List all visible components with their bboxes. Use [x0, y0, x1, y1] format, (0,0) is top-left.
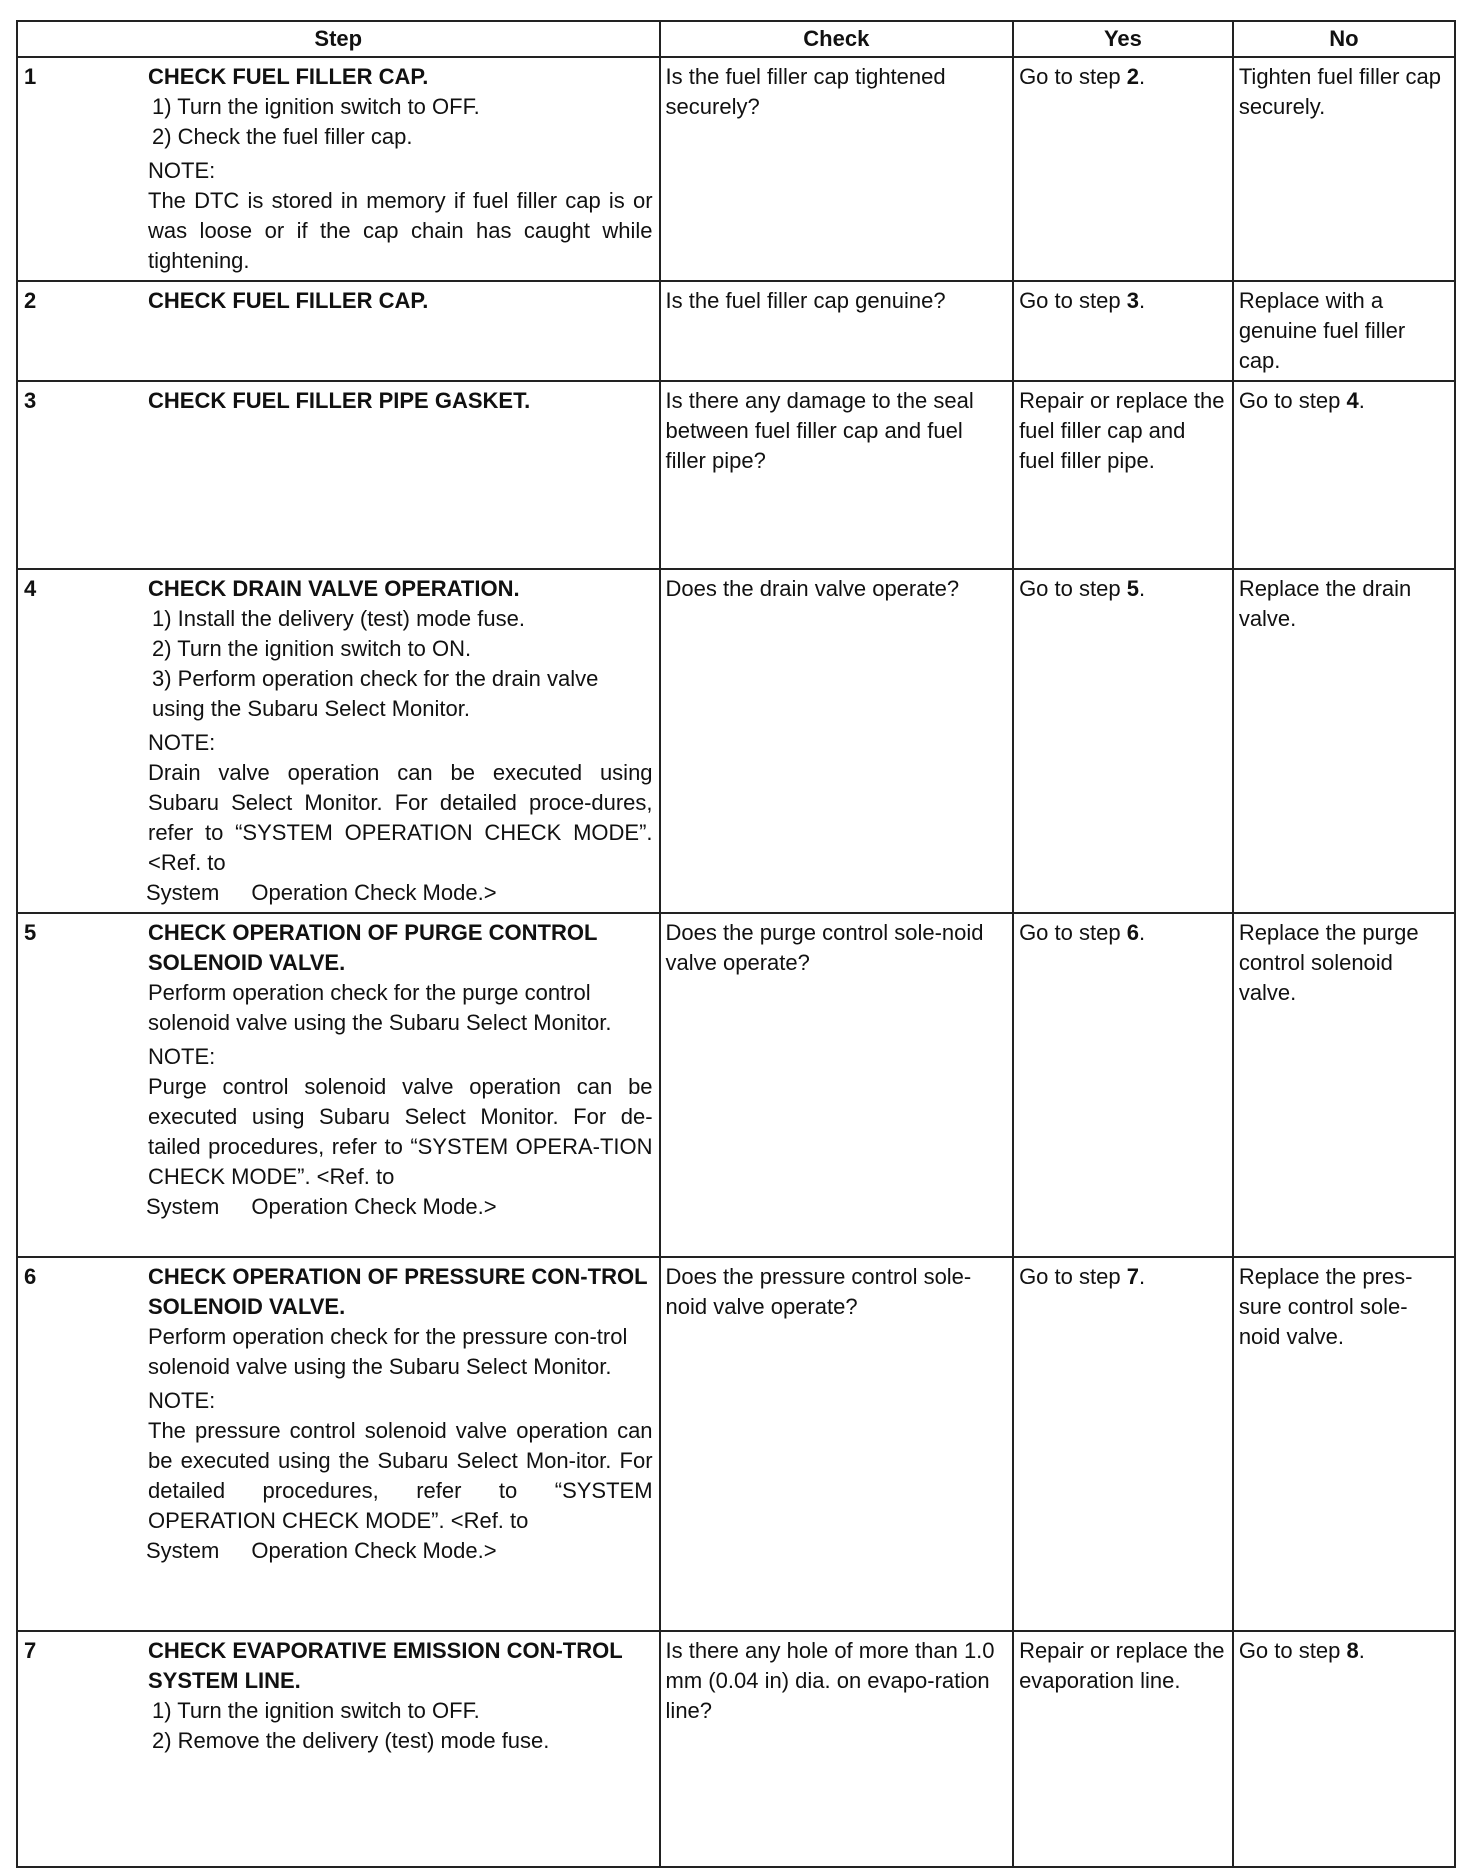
header-no: No: [1233, 21, 1455, 57]
check-cell: Does the purge control sole-noid valve operate?: [660, 913, 1014, 1257]
substep: 1) Turn the ignition switch to OFF.: [152, 94, 480, 119]
note-label: NOTE:: [148, 1044, 216, 1069]
step-number: 2: [24, 288, 37, 313]
step-cell: [17, 1631, 660, 1867]
substep: 2) Check the fuel filler cap.: [152, 124, 413, 149]
ref-mode: Operation Check Mode.>: [251, 1538, 497, 1563]
no-cell: Replace the purge control solenoid valve.: [1233, 913, 1455, 1257]
header-step: Step: [17, 21, 660, 57]
ref-mode: Operation Check Mode.>: [251, 1194, 497, 1219]
note-text: The pressure control solenoid valve operation can be executed using the Subaru Select Mon-itor. For detailed procedures, refer to “SYSTEM OPERATION CHECK MODE”. <Ref. to: [148, 1418, 653, 1533]
yes-suffix: .: [1138, 288, 1146, 313]
yes-suffix: .: [1138, 920, 1146, 945]
note-text: The DTC is stored in memory if fuel filler cap is or was loose or if the cap chain has caught while tightening.: [148, 188, 653, 273]
note-label: NOTE:: [148, 730, 216, 755]
yes-cell: Repair or replace the fuel filler cap and fuel filler pipe.: [1013, 381, 1233, 569]
step-number: 4: [24, 576, 37, 601]
yes-cell: [1013, 1257, 1233, 1631]
yes-suffix: .: [1138, 576, 1146, 601]
step-title: CHECK OPERATION OF PRESSURE CON-TROL SOLENOID VALVE.: [148, 1264, 648, 1319]
note-text: Drain valve operation can be executed using Subaru Select Monitor. For detailed proce-dures, refer to “SYSTEM OPERATION CHECK MODE”. <Ref. to: [148, 760, 653, 875]
check-cell: Is there any hole of more than 1.0 mm (0.04 in) dia. on evapo-ration line?: [660, 1631, 1014, 1867]
yes-step-ref: 3: [1126, 288, 1139, 313]
no-step-ref: 8: [1346, 1638, 1359, 1663]
substep: 1) Install the delivery (test) mode fuse.: [152, 606, 525, 631]
step-title: CHECK FUEL FILLER CAP.: [148, 288, 429, 313]
step-number: 5: [24, 920, 37, 945]
step-number: 7: [24, 1638, 37, 1663]
table-row: [17, 57, 1455, 281]
step-cell: [17, 57, 660, 281]
no-cell: [1233, 381, 1455, 569]
yes-text: Go to step: [1019, 1264, 1127, 1289]
no-step-ref: 4: [1346, 388, 1359, 413]
yes-cell: [1013, 913, 1233, 1257]
yes-text: Go to step: [1019, 64, 1127, 89]
table-row: [17, 569, 1455, 913]
no-text: Go to step: [1238, 1638, 1347, 1663]
check-cell: Is there any damage to the seal between fuel filler cap and fuel filler pipe?: [660, 381, 1014, 569]
header-row: [17, 21, 1455, 57]
yes-step-ref: 2: [1126, 64, 1139, 89]
yes-text: Go to step: [1019, 920, 1127, 945]
table-row: [17, 381, 1455, 569]
no-cell: Tighten fuel filler cap securely.: [1233, 57, 1455, 281]
table-row: [17, 281, 1455, 381]
note-label: NOTE:: [148, 1388, 216, 1413]
yes-cell: [1013, 57, 1233, 281]
no-cell: [1233, 1631, 1455, 1867]
step-cell: [17, 569, 660, 913]
yes-cell: [1013, 569, 1233, 913]
step-title: CHECK OPERATION OF PURGE CONTROL SOLENOID VALVE.: [148, 920, 597, 975]
substep: 2) Turn the ignition switch to ON.: [152, 636, 472, 661]
check-cell: Does the pressure control sole-noid valve operate?: [660, 1257, 1014, 1631]
check-cell: Does the drain valve operate?: [660, 569, 1014, 913]
step-title: CHECK DRAIN VALVE OPERATION.: [148, 576, 520, 601]
yes-cell: [1013, 281, 1233, 381]
substep: 3) Perform operation check for the drain valve using the Subaru Select Monitor.: [152, 666, 599, 721]
substep: 1) Turn the ignition switch to OFF.: [152, 1698, 480, 1723]
ref-system: System: [146, 880, 220, 905]
step-title: CHECK FUEL FILLER PIPE GASKET.: [148, 388, 531, 413]
table-row: [17, 1257, 1455, 1631]
no-cell: Replace the drain valve.: [1233, 569, 1455, 913]
no-text: Go to step: [1238, 388, 1347, 413]
substep: 2) Remove the delivery (test) mode fuse.: [152, 1728, 550, 1753]
no-cell: Replace with a genuine fuel filler cap.: [1233, 281, 1455, 381]
ref-line: [146, 878, 653, 908]
step-body-text: Perform operation check for the purge control solenoid valve using the Subaru Select Monitor.: [148, 980, 612, 1035]
table-row: [17, 913, 1455, 1257]
step-cell: [17, 1257, 660, 1631]
step-cell: [17, 281, 660, 381]
header-check: Check: [660, 21, 1014, 57]
no-suffix: .: [1358, 1638, 1365, 1663]
step-number: 6: [24, 1264, 37, 1289]
step-number: 1: [24, 64, 37, 89]
no-cell: Replace the pres-sure control sole-noid valve.: [1233, 1257, 1455, 1631]
check-cell: Is the fuel filler cap genuine?: [660, 281, 1014, 381]
table-row: [17, 1631, 1455, 1867]
no-suffix: .: [1358, 388, 1365, 413]
yes-suffix: .: [1138, 64, 1146, 89]
ref-mode: Operation Check Mode.>: [251, 880, 497, 905]
note-text: Purge control solenoid valve operation can be executed using Subaru Select Monitor. For de-tailed procedures, refer to “SYSTEM OPERA-TION CHECK MODE”. <Ref. to: [148, 1074, 653, 1189]
yes-suffix: .: [1138, 1264, 1146, 1289]
step-body-text: Perform operation check for the pressure con-trol solenoid valve using the Subaru Select Monitor.: [148, 1324, 628, 1379]
ref-system: System: [146, 1194, 220, 1219]
check-cell: Is the fuel filler cap tightened securely?: [660, 57, 1014, 281]
yes-cell: Repair or replace the evaporation line.: [1013, 1631, 1233, 1867]
yes-text: Go to step: [1019, 576, 1127, 601]
yes-step-ref: 6: [1126, 920, 1139, 945]
step-number: 3: [24, 388, 37, 413]
ref-line: [146, 1536, 653, 1566]
yes-step-ref: 7: [1126, 1264, 1139, 1289]
ref-system: System: [146, 1538, 220, 1563]
ref-line: [146, 1192, 653, 1222]
step-title: CHECK FUEL FILLER CAP.: [148, 64, 429, 89]
header-yes: Yes: [1013, 21, 1233, 57]
step-cell: [17, 913, 660, 1257]
step-cell: [17, 381, 660, 569]
diagnostic-table: [16, 20, 1456, 1868]
step-title: CHECK EVAPORATIVE EMISSION CON-TROL SYSTEM LINE.: [148, 1638, 623, 1693]
yes-text: Go to step: [1019, 288, 1127, 313]
note-label: NOTE:: [148, 158, 216, 183]
yes-step-ref: 5: [1126, 576, 1139, 601]
